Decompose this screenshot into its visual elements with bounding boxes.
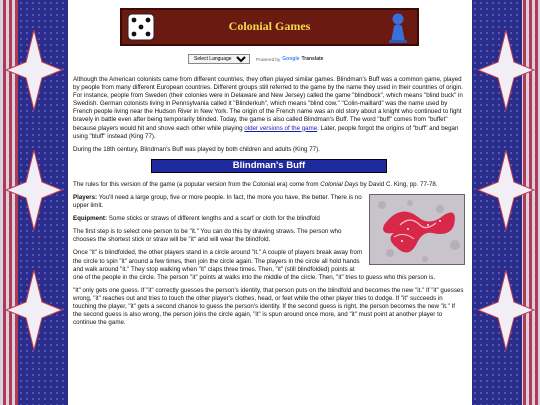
blindfold-scarf-image: [370, 195, 465, 265]
rules-source: The rules for this version of the game (a popular version from the Colonial era) come from Colonial Days by David C. King, pp. 77-78.: [73, 180, 438, 188]
step-3-paragraph: "It" only gets one guess. If "it" correctly guesses the person's identity, that person puts on the blindfold and becomes the new "it." If "it" guesses wrong, "it" reaches out and tries to touch the other player's clothes, head, or feet while the other player tries to dodge. If "it" succeeds in touching the player, "it" gets a second chance to guess the person's identity. If the second guess is right, the person becomes the new "it." If the second guess is also wrong, the person joins the circle again, "it" is spun around once more, and "it" must point at another player to continue the game.: [73, 286, 464, 327]
intro-paragraph-2: During the 18th century, Blindman's Buff was played by both children and adults (King 77).: [73, 145, 320, 153]
pawn-icon: [387, 12, 409, 44]
translate-link[interactable]: Translate: [301, 56, 324, 62]
site-title: Colonial Games: [228, 19, 311, 33]
intro-paragraph: Although the American colonists came from different countries, they often played similar games. Blindman's Buff was a common game, played by people from many different European countries. Different groups still referred to the game by the name they used in their countries of origin. For instance, people from Sweden (their colonies were in Delaware and New Jersey) called the game "blindbock", which means "blind buck" in Swedish. German colonists living in Pennsylvania called it "Blinderkuh", which means "blind cow." "Colin-maillard" was the name used by French people living near the Hudson River in New York. The origin of the French name was an old story about a knight who continued to fight bravely in battle even after being temporarily blinded. Today, the game is also called Blindman's Buff. The word "buff" comes from "buffet" because players would hit and shove each other while playing older versions of the game. Later, people forgot the origins of "buff" and began using "bluff" instead (King 77).: [73, 76, 463, 140]
quilt-background-left: [0, 0, 68, 405]
google-logo: Google: [282, 56, 300, 62]
site-banner[interactable]: [120, 8, 419, 46]
article-content: [73, 76, 465, 332]
language-select[interactable]: [188, 54, 250, 64]
powered-by: [256, 56, 323, 62]
section-title: Blindman's Buff: [151, 159, 387, 173]
step-1-paragraph: The first step is to select one person to be "it." You can do this by drawing straws. The person who chooses the shortest stick or straw will be "it" and will wear the blindfold.: [73, 228, 342, 244]
powered-by-label: Powered by: [256, 56, 281, 62]
translate-widget: [188, 53, 323, 65]
players-paragraph: Players: You'll need a large group, five or more people. In fact, the more you have, the better. There is no upper limit.: [73, 193, 362, 210]
step-2-paragraph: Once "it" is blindfolded, the other players stand in a circle around "it." A couple of players break away from the circle to spin "it" around a few times, then join the circle again. The players in the circle all hold hands and walk around "it." They stop walking when "it" claps three times. Then, "it" (still blindfolded) points at one of the people in the circle. The person "it" points at walks into the middle of the circle. Then, "it" tries to guess who this person is.: [73, 249, 436, 281]
main-page: [68, 0, 472, 405]
equipment-paragraph: Equipment: Some sticks or straws of different lengths and a scarf or cloth for the blindfold: [73, 215, 320, 223]
blindfold-photo: [369, 194, 465, 265]
quilt-background-right: [472, 0, 540, 405]
older-versions-link[interactable]: older versions of the game: [244, 124, 318, 132]
